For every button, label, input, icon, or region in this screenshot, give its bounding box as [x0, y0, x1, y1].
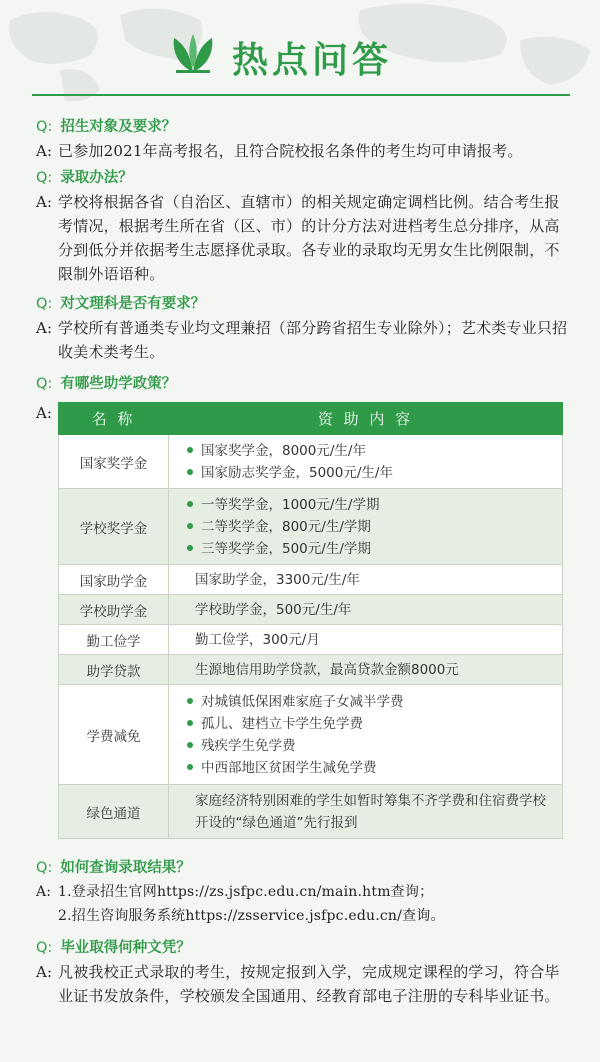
table-header-row: [59, 403, 563, 435]
list-item: 中西部地区贫困学生减免学费: [187, 757, 562, 779]
qa-item: [36, 372, 571, 396]
answer: A: 学校将根据各省（自治区、直辖市）的相关规定确定调档比例。结合考生报考情况，根据考生所在省（区、市）的计分方法对进档考生总分排序，从高分到低分并依据考生志愿择优录取。各专业的录取均无男女生比例限制，不限制外语语种。: [36, 193, 560, 283]
table-row: [59, 489, 563, 565]
financial-aid-table: [58, 402, 563, 839]
aid-content: 学校助学金，500元/生/年: [169, 595, 563, 625]
answer: A: 已参加2021年高考报名，且符合院校报名条件的考生均可申请报考。: [36, 142, 523, 160]
answer-line: 2.招生咨询服务系统https://zsservice.jsfpc.edu.cn/查询。: [58, 908, 445, 924]
aid-name: 国家助学金: [59, 565, 169, 595]
aid-content: 家庭经济特别困难的学生如暂时筹集不齐学费和住宿费学校开设的“绿色通道”先行报到: [169, 785, 563, 839]
answer: A: 凡被我校正式录取的考生，按规定报到入学，完成规定课程的学习，符合毕业证书发放条件，学校颁发全国通用、经教育部电子注册的专科毕业证书。: [36, 963, 560, 1005]
list-item: 二等奖学金，800元/生/学期: [187, 516, 562, 538]
qa-item: [36, 166, 571, 286]
qa-item: [36, 936, 571, 1008]
aid-name: 勤工俭学: [59, 625, 169, 655]
qa-item: [36, 115, 571, 163]
page-title: 热点问答: [232, 40, 393, 81]
aid-content: [169, 685, 563, 785]
answer-prefix: A:: [36, 404, 52, 422]
aid-content: 国家助学金，3300元/生/年: [169, 565, 563, 595]
answer: A: 1.登录招生官网https://zs.jsfpc.edu.cn/main.htm查询；: [36, 884, 434, 900]
list-item: 孤儿、建档立卡学生免学费: [187, 713, 562, 735]
header-divider: [32, 94, 570, 96]
column-header-name: 名 称: [59, 403, 169, 435]
table-row: [59, 685, 563, 785]
qa-item: [36, 292, 571, 364]
aid-name: 助学贷款: [59, 655, 169, 685]
leaf-logo-icon: [170, 32, 216, 74]
table-row: [59, 595, 563, 625]
list-item: 国家励志奖学金，5000元/生/年: [187, 462, 562, 484]
question: Q: 毕业取得何种文凭？: [36, 940, 191, 956]
question: Q: 有哪些助学政策？: [36, 376, 177, 392]
question: Q: 录取办法？: [36, 170, 133, 186]
list-item: 国家奖学金，8000元/生/年: [187, 440, 562, 462]
aid-name: 学费减免: [59, 685, 169, 785]
table-row: [59, 625, 563, 655]
table-row: [59, 655, 563, 685]
aid-content: [169, 435, 563, 489]
table-row: [59, 785, 563, 839]
table-row: [59, 435, 563, 489]
question: Q: 对文理科是否有要求？: [36, 296, 206, 312]
answer: A: 学校所有普通类专业均文理兼招（部分跨省招生专业除外）；艺术类专业只招收美术类考生。: [36, 319, 568, 361]
table-row: [59, 565, 563, 595]
aid-content: 勤工俭学，300元/月: [169, 625, 563, 655]
aid-content: [169, 489, 563, 565]
list-item: 残疾学生免学费: [187, 735, 562, 757]
question: Q: 招生对象及要求？: [36, 119, 177, 135]
aid-name: 绿色通道: [59, 785, 169, 839]
list-item: 三等奖学金，500元/生/学期: [187, 538, 562, 560]
aid-content: 生源地信用助学贷款，最高贷款金额8000元: [169, 655, 563, 685]
aid-name: 学校助学金: [59, 595, 169, 625]
header: [0, 18, 600, 88]
aid-name: 国家奖学金: [59, 435, 169, 489]
qa-item: [36, 856, 571, 928]
question: Q: 如何查询录取结果？: [36, 860, 191, 876]
list-item: 对城镇低保困难家庭子女减半学费: [187, 691, 562, 713]
aid-name: 学校奖学金: [59, 489, 169, 565]
list-item: 一等奖学金，1000元/生/学期: [187, 494, 562, 516]
column-header-content: 资 助 内 容: [169, 403, 563, 435]
